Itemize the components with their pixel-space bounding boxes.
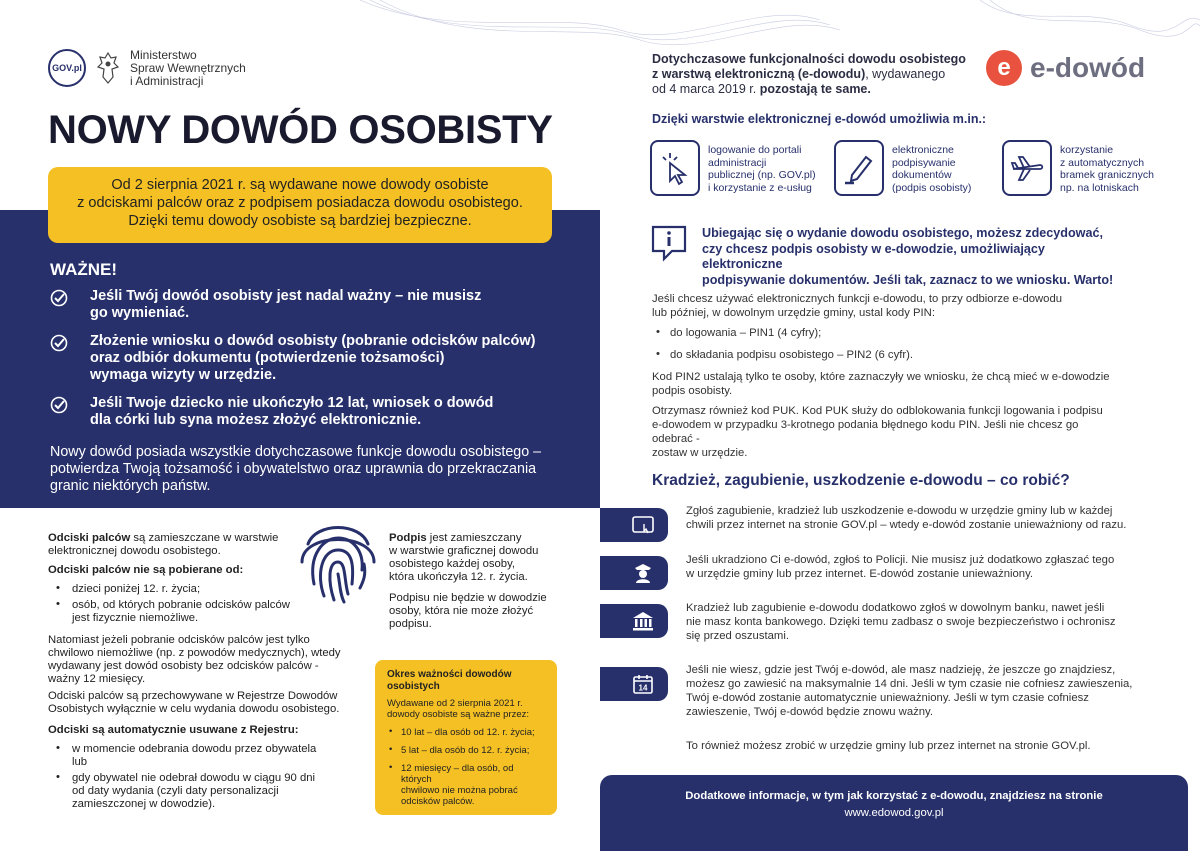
validity-heading: Okres ważności dowodów osobistych [387, 669, 512, 692]
loss-item: Jeśli ukradziono Ci e-dowód, zgłoś to Policji. Nie musisz już dodatkowo zgłaszać tego w urzędzie gminy lub przez internet. E-dowód zostanie unieważniony. [686, 554, 1115, 580]
list-item: • w momencie odebrania dowodu przez obywatela lub [48, 743, 348, 769]
calendar-tab [600, 667, 668, 701]
police-tab [600, 556, 668, 590]
footer [600, 775, 1188, 851]
functionality-note: Dotychczasowe funkcjonalności dowodu osobistego z warstwą elektroniczną (e-dowodu), wydawanego od 4 marca 2019 r. pozostają te same. [652, 52, 966, 96]
calendar-icon [632, 673, 654, 695]
eagle-emblem-icon [96, 50, 120, 86]
footer-text: Dodatkowe informacje, w tym jak korzystać z e-dowodu, znajdziesz na stronie [685, 790, 1103, 802]
edowod-logo-icon: e [986, 50, 1022, 86]
loss-item: Zgłoś zagubienie, kradzież lub uszkodzenie e-dowodu w urzędzie gminy lub w każdej chwili przez internet na stronie GOV.pl – wtedy e-dowód zostanie unieważniony od razu. [686, 505, 1127, 531]
loss-heading: Kradzież, zagubienie, uszkodzenie e-dowodu – co robić? [652, 472, 1070, 489]
new-id-summary: Nowy dowód posiada wszystkie dotychczasowe funkcje dowodu osobistego – potwierdza Twoją tożsamość i obywatelstwo oraz uprawnia do przekraczania granic niektórych państw. [50, 444, 542, 494]
pin-list [652, 326, 1122, 362]
list-item: • 10 lat – dla osób od 12. r. życia; [387, 727, 545, 738]
police-icon [632, 562, 654, 584]
signature-notice: Ubiegając się o wydanie dowodu osobistego, możesz zdecydować, czy chcesz podpis osobisty w e-dowodzie, umożliwiający elektroniczne podpisywanie dokumentów. Jeśli tak, zaznacz to we wniosku. Warto! [702, 226, 1114, 287]
signature-exception: Podpisu nie będzie w dowodzie osoby, która nie może złożyć podpisu. [389, 592, 547, 630]
svg-text:14: 14 [638, 683, 648, 693]
fingerprints-storage: Odciski palców są przechowywane w Rejestrze Dowodów Osobistych wyłącznie w celu wydania dowodu osobistego. [48, 690, 340, 715]
feature-border-gates: korzystanie z automatycznych bramek granicznych np. na lotniskach [1002, 140, 1154, 196]
list-item: • dzieci poniżej 12. r. życia; [48, 583, 328, 596]
fingerprints-removed-list [48, 740, 348, 811]
pin-info: Jeśli chcesz używać elektronicznych funkcji e-dowodu, to przy odbiorze e-dowodu lub później, w dowolnym urzędzie gminy, ustal kody PIN: • do logowania – PIN1 (4 cyfry); • do składania podpisu osobistego – PIN2 (6 cyfr). Kod PIN2 ustalają tylko te osoby, które zaznaczyły we wniosku, że chcą mieć w e-dowodzie podpis osobisty. Otrzymasz również kod PUK. Kod PUK służy do odblokowania funkcji logowania i podpisu e-dowodem w przypadku 3-krotnego podania błędnego kodu PIN. Jeśli nie chcesz go odebrać - zostaw w urzędzie. [652, 292, 1122, 466]
logos [48, 46, 246, 90]
list-item: • gdy obywatel nie odebrał dowodu w ciągu 90 dni od daty wydania (czyli daty personalizacji zamieszczonej w dowodzie). [48, 772, 348, 811]
info-bubble-icon [650, 224, 688, 262]
fingerprints-exempt-heading: Odciski palców nie są pobierane od: [48, 564, 244, 576]
important-heading: WAŻNE! [50, 260, 118, 279]
plane-icon [1002, 140, 1052, 196]
tablet-tab [600, 508, 668, 542]
list-item: • osób, od których pobranie odcisków palców jest fizycznie niemożliwe. [48, 599, 328, 625]
bank-icon [632, 610, 654, 632]
loss-item: Jeśli nie wiesz, gdzie jest Twój e-dowód, ale masz nadzieję, że jeszcze go znajdziesz, możesz go zawiesić na maksymalnie 14 dni. Jeśli w tym czasie nie cofniesz zawieszenia, Twój e-dowód zostanie automatycznie unieważniony. Jeśli w tym czasie cofniesz zawieszenie, Twój e-dowód będzie znowu ważny. [686, 664, 1133, 718]
important-item: Jeśli Twój dowód osobisty jest nadal ważny – nie musisz go wymieniać. [50, 288, 550, 322]
validity-list [387, 727, 545, 807]
fingerprints-removed-heading: Odciski są automatycznie usuwane z Rejestru: [48, 724, 299, 736]
edowod-logo-text: e-dowód [1030, 52, 1146, 83]
check-icon [50, 396, 68, 414]
cursor-icon [650, 140, 700, 196]
check-icon [50, 334, 68, 352]
check-icon [50, 289, 68, 307]
list-item: • do składania podpisu osobistego – PIN2 (6 cyfr). [652, 348, 1122, 362]
list-item: • 5 lat – dla osób do 12. r. życia; [387, 745, 545, 756]
fingerprints-exempt-list [48, 580, 328, 625]
important-item: Złożenie wniosku o dowód osobisty (pobranie odcisków palców) oraz odbiór dokumentu (potwierdzenie tożsamości) wymaga wizyty w urzędzie. [50, 333, 550, 384]
footer-url[interactable]: www.edowod.gov.pl [844, 807, 944, 819]
loss-item: Kradzież lub zagubienie e-dowodu dodatkowo zgłoś w dowolnym banku, nawet jeśli nie masz konta bankowego. Dzięki temu zadbasz o swoje bezpieczeństwo i ochronisz się przed oszustami. [686, 602, 1116, 642]
validity-box [375, 660, 557, 815]
intro-box: Od 2 sierpnia 2021 r. są wydawane nowe dowody osobiste z odciskami palców oraz z podpisem posiadacza dowodu osobistego. Dzięki temu dowody osobiste są bardziej bezpieczne. [48, 167, 552, 243]
ministry-name: Ministerstwo Spraw Wewnętrznych i Administracji [130, 47, 246, 88]
features-heading: Dzięki warstwie elektronicznej e-dowód umożliwia m.in.: [652, 112, 987, 126]
feature-signing: elektroniczne podpisywanie dokumentów (podpis osobisty) [834, 140, 971, 196]
gov-logo: GOV.pl [48, 49, 86, 87]
important-item: Jeśli Twoje dziecko nie ukończyło 12 lat, wniosek o dowód dla córki lub syna możesz złożyć elektronicznie. [50, 395, 550, 429]
validity-intro: Wydawane od 2 sierpnia 2021 r. dowody osobiste są ważne przez: [387, 698, 530, 720]
page-title: NOWY DOWÓD OSOBISTY [48, 108, 553, 152]
tablet-icon [632, 514, 654, 536]
feature-login: logowanie do portali administracji publicznej (np. GOV.pl) i korzystanie z e-usług [650, 140, 816, 196]
fingerprints-temporary: Natomiast jeżeli pobranie odcisków palców jest tylko chwilowo niemożliwe (np. z powodów medycznych), wtedy wydawany jest dowód osobisty bez odcisków palców - ważny 12 miesięcy. [48, 634, 341, 685]
fingerprints-intro: Odciski palców są zamieszczane w warstwie elektronicznej dowodu osobistego. [48, 532, 279, 557]
loss-closing: To również możesz zrobić w urzędzie gminy lub przez internet na stronie GOV.pl. [686, 740, 1091, 752]
list-item: • 12 miesięcy – dla osób, od których chwilowo nie można pobrać odcisków palców. [387, 763, 545, 807]
list-item: • do logowania – PIN1 (4 cyfry); [652, 326, 1122, 340]
bank-tab [600, 604, 668, 638]
edowod-logo [986, 50, 1145, 86]
signature-info: Podpis jest zamieszczany w warstwie graficznej dowodu osobistego każdej osoby, która ukończyła 12. r. życia. [389, 532, 539, 583]
pen-icon [834, 140, 884, 196]
